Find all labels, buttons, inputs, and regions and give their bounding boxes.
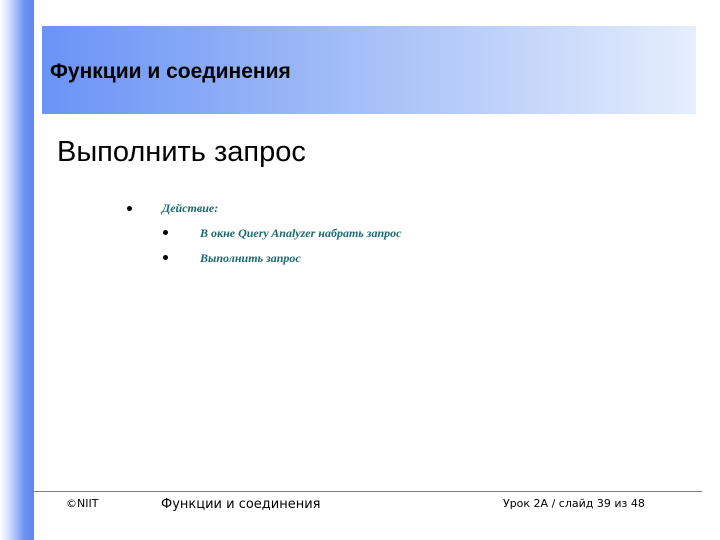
left-gradient-bar [0,0,34,540]
footer-copyright: ©NIIT [66,497,99,510]
bullet-dot-icon [127,206,132,211]
bullet-dot-icon [163,255,168,260]
bullet-item: Действие: [162,201,219,215]
header-title: Функции и соединения [50,60,291,83]
slide-title: Выполнить запрос [57,136,306,168]
footer-divider [32,491,702,492]
bullet-item: Выполнить запрос [200,251,301,265]
footer-topic: Функции и соединения [161,497,321,512]
bullet-dot-icon [163,230,168,235]
footer-slide-counter: Урок 2А / слайд 39 из 48 [503,497,645,510]
bullet-item: В окне Query Analyzer набрать запрос [200,226,402,240]
